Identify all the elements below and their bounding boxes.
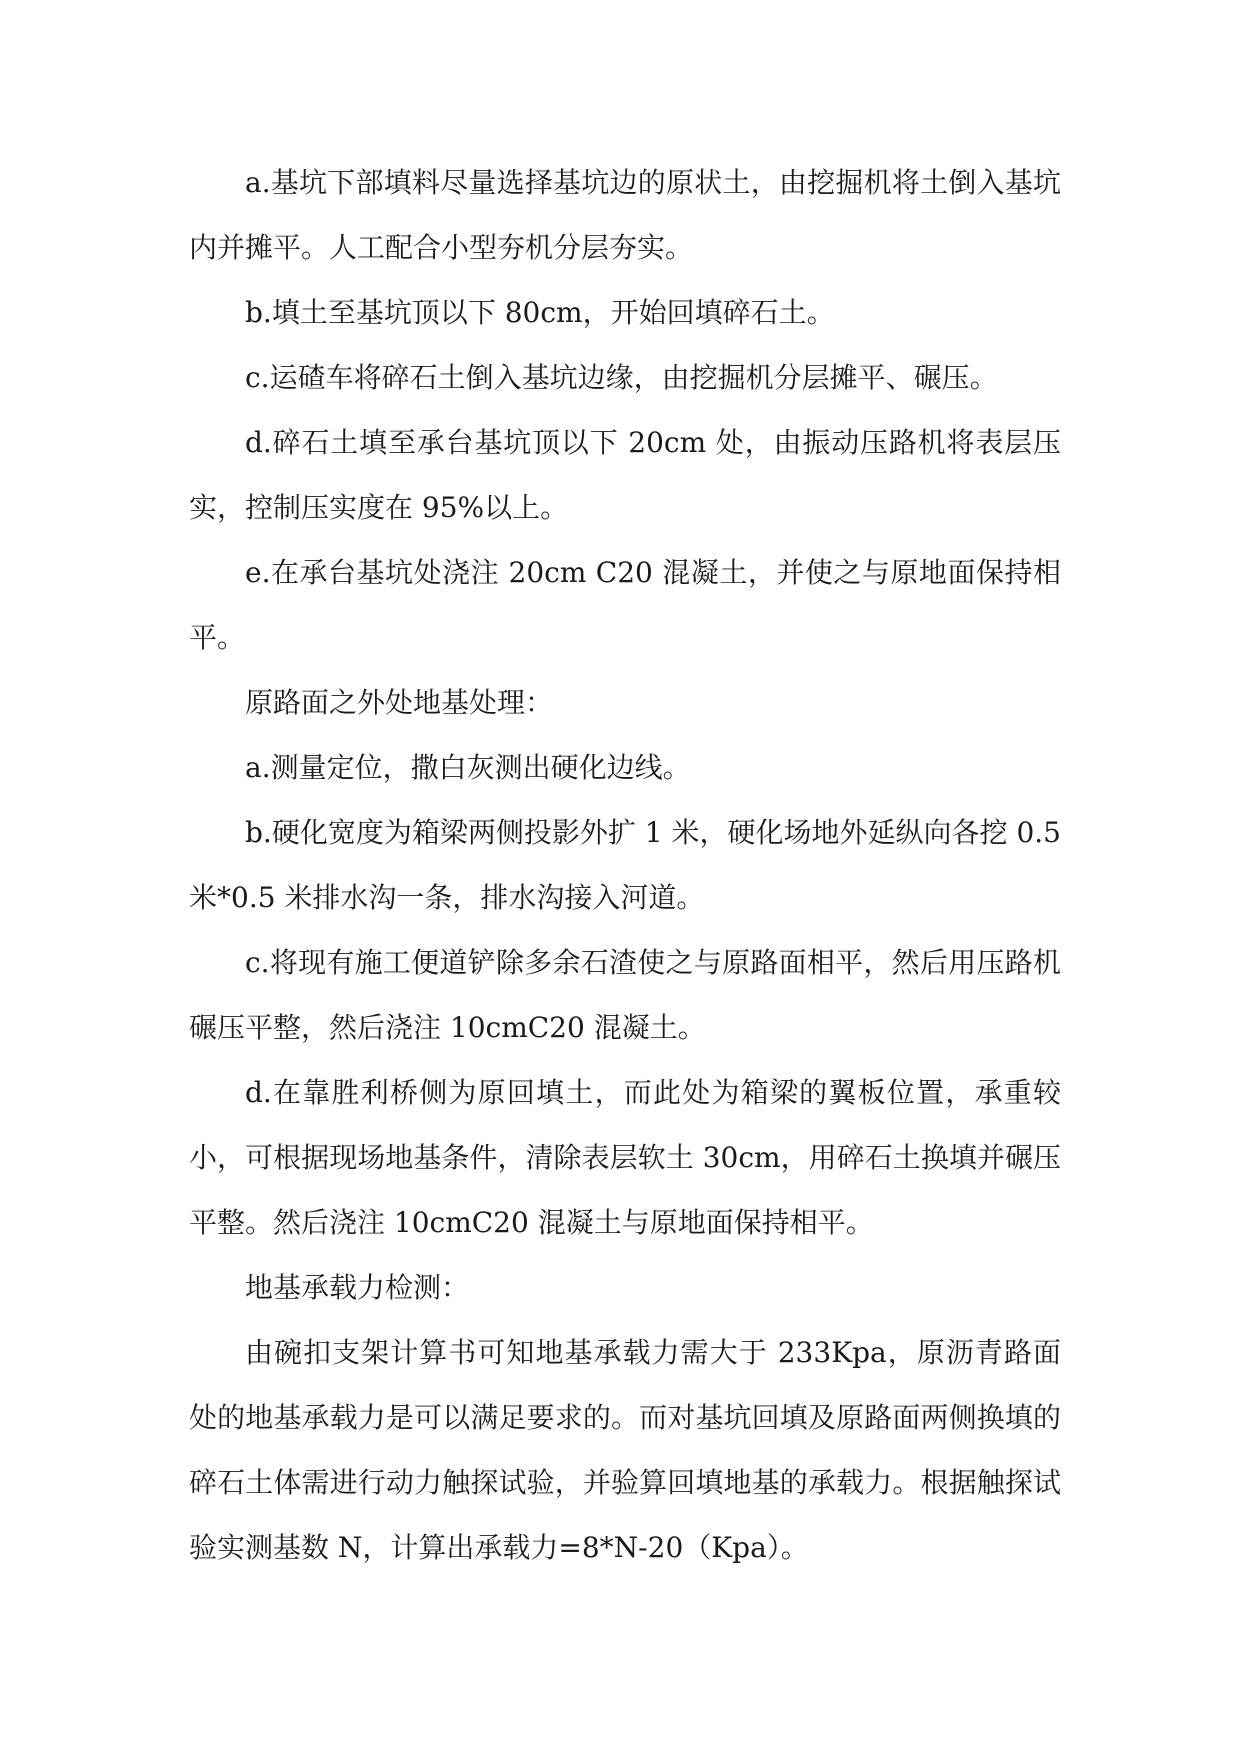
paragraph-outside-b: b.硬化宽度为箱梁两侧投影外扩 1 米，硬化场地外延纵向各挖 0.5 米*0.5 米排水沟一条，排水沟接入河道。	[189, 816, 1061, 914]
paragraph-outside-a: a.测量定位，撒白灰测出硬化边线。	[245, 751, 691, 784]
paragraph-fill-c: c.运碴车将碎石土倒入基坑边缘，由挖掘机分层摊平、碾压。	[245, 361, 998, 394]
paragraph-outside-c: c.将现有施工便道铲除多余石渣使之与原路面相平，然后用压路机碾压平整，然后浇注 10cmC20 混凝土。	[189, 946, 1061, 1044]
paragraph-fill-e: e.在承台基坑处浇注 20cm C20 混凝土，并使之与原地面保持相平。	[189, 556, 1061, 654]
paragraph-outside-d: d.在靠胜利桥侧为原回填土，而此处为箱梁的翼板位置，承重较小，可根据现场地基条件，清除表层软土 30cm，用碎石土换填并碾压平整。然后浇注 10cmC20 混凝土与原地面保持相平。	[189, 1076, 1061, 1239]
section-heading-outside-road: 原路面之外处地基处理：	[245, 686, 554, 719]
paragraph-fill-b: b.填土至基坑顶以下 80cm，开始回填碎石土。	[245, 296, 835, 329]
paragraph-fill-d: d.碎石土填至承台基坑顶以下 20cm 处，由振动压路机将表层压实，控制压实度在 95%以上。	[189, 426, 1061, 524]
paragraph-bearing-test: 由碗扣支架计算书可知地基承载力需大于 233Kpa，原沥青路面处的地基承载力是可以满足要求的。而对基坑回填及原路面两侧换填的碎石土体需进行动力触探试验，并验算回填地基的承载力。根据触探试验实测基数 N，计算出承载力=8*N-20（Kpa）。	[189, 1336, 1061, 1564]
document-body	[189, 150, 1061, 1580]
paragraph-fill-a: a.基坑下部填料尽量选择基坑边的原状土，由挖掘机将土倒入基坑内并摊平。人工配合小型夯机分层夯实。	[189, 166, 1061, 264]
section-heading-bearing-test: 地基承载力检测：	[245, 1271, 470, 1304]
